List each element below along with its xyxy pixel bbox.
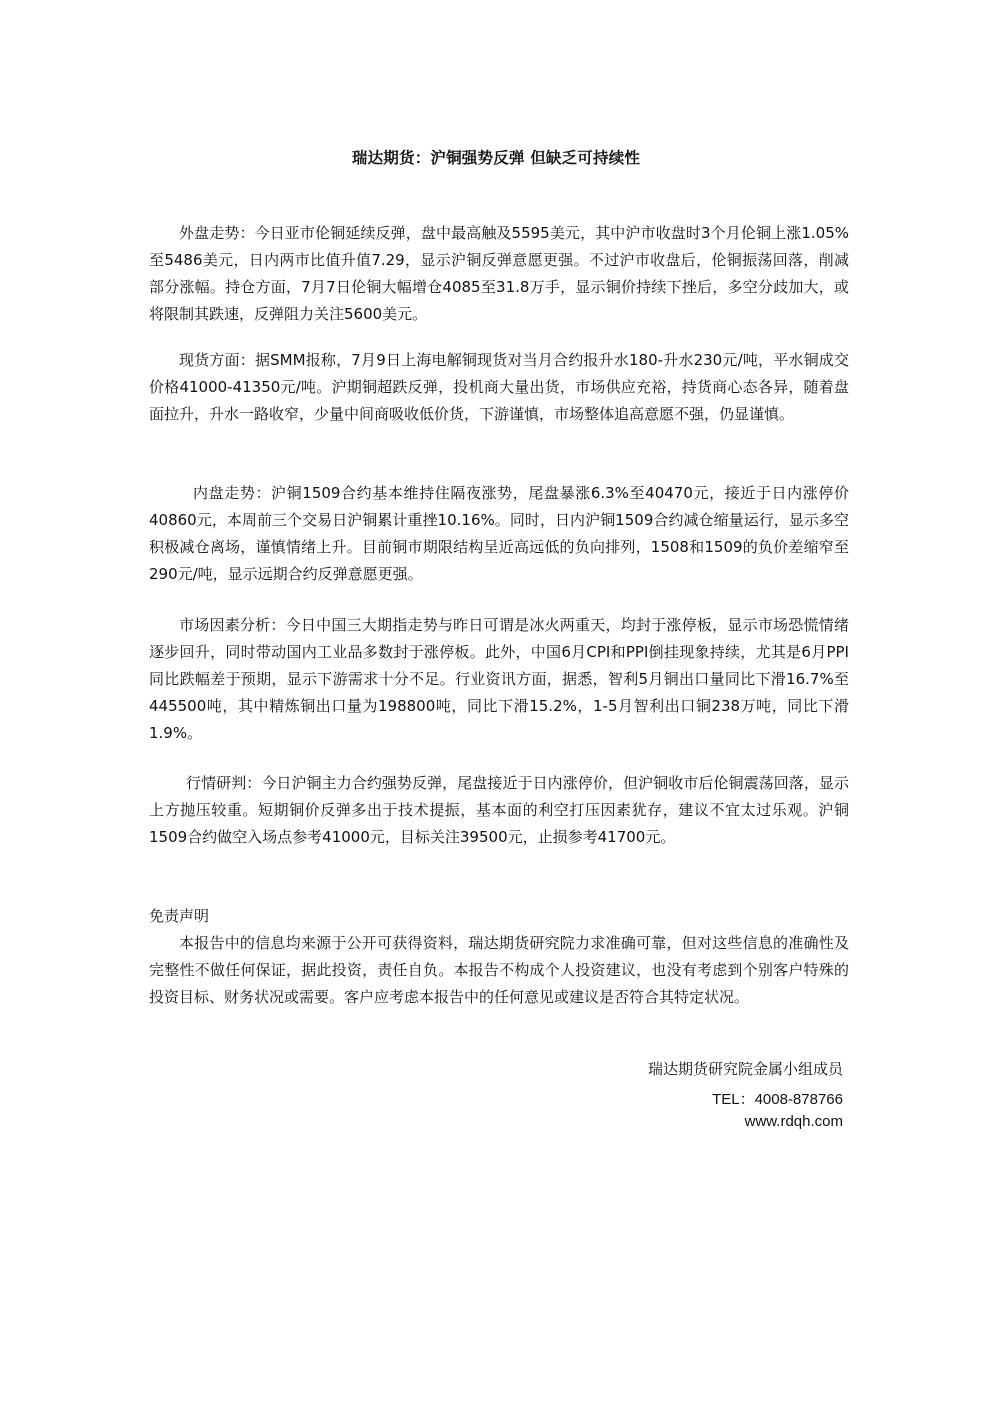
- signature-website: www.rdqh.com: [744, 1113, 843, 1130]
- signature-org: 瑞达期货研究院金属小组成员: [647, 1060, 843, 1078]
- report-title: 瑞达期货：沪铜强势反弹 但缺乏可持续性: [351, 149, 641, 167]
- paragraph-domestic-market: 内盘走势：沪铜1509合约基本维持住隔夜涨势，尾盘暴涨6.3%至40470元，接近于日内涨停价40860元，本周前三个交易日沪铜累计重挫10.16%。同时，日内沪铜1509合约减仓缩量运行，显示多空积极减仓离场，谨慎情绪上升。目前铜市期限结构呈近高远低的负向排列，1508和1509的负价差缩窄至290元/吨，显示远期合约反弹意愿更强。: [149, 484, 849, 583]
- paragraph-spot-market: 现货方面：据SMM报称，7月9日上海电解铜现货对当月合约报升水180-升水230元/吨，平水铜成交价格41000-41350元/吨。沪期铜超跌反弹，投机商大量出货，市场供应充裕，持货商心态各异，随着盘面拉升，升水一路收窄，少量中间商吸收低价货，下游谨慎，市场整体追高意愿不强，仍显谨慎。: [149, 351, 849, 423]
- signature-tel: TEL：4008-878766: [712, 1091, 843, 1108]
- disclaimer-body: 本报告中的信息均来源于公开可获得资料，瑞达期货研究院力求准确可靠，但对这些信息的准确性及完整性不做任何保证，据此投资，责任自负。本报告不构成个人投资建议，也没有考虑到个别客户特殊的投资目标、财务状况或需要。客户应考虑本报告中的任何意见或建议是否符合其特定状况。: [149, 934, 849, 1006]
- paragraph-outlook: 行情研判：今日沪铜主力合约强势反弹，尾盘接近于日内涨停价，但沪铜收市后伦铜震荡回落，显示上方抛压较重。短期铜价反弹多出于技术提振，基本面的利空打压因素犹存，建议不宜太过乐观。沪铜1509合约做空入场点参考41000元，目标关注39500元，止损参考41700元。: [149, 774, 849, 846]
- disclaimer-heading: 免责声明: [149, 907, 210, 925]
- paragraph-market-factors: 市场因素分析：今日中国三大期指走势与昨日可谓是冰火两重天，均封于涨停板，显示市场恐慌情绪逐步回升，同时带动国内工业品多数封于涨停板。此外，中国6月CPI和PPI倒挂现象持续，尤其是6月PPI同比跌幅差于预期，显示下游需求十分不足。行业资讯方面，据悉，智利5月铜出口量同比下滑16.7%至445500吨，其中精炼铜出口量为198800吨，同比下滑15.2%，1-5月智利出口铜238万吨，同比下滑1.9%。: [149, 616, 849, 742]
- paragraph-external-market: 外盘走势：今日亚市伦铜延续反弹，盘中最高触及5595美元，其中沪市收盘时3个月伦铜上涨1.05%至5486美元，日内两市比值升值7.29，显示沪铜反弹意愿更强。不过沪市收盘后，伦铜振荡回落，削减部分涨幅。持仓方面，7月7日伦铜大幅增仓4085至31.8万手，显示铜价持续下挫后，多空分歧加大，或将限制其跌速，反弹阻力关注5600美元。: [149, 224, 849, 323]
